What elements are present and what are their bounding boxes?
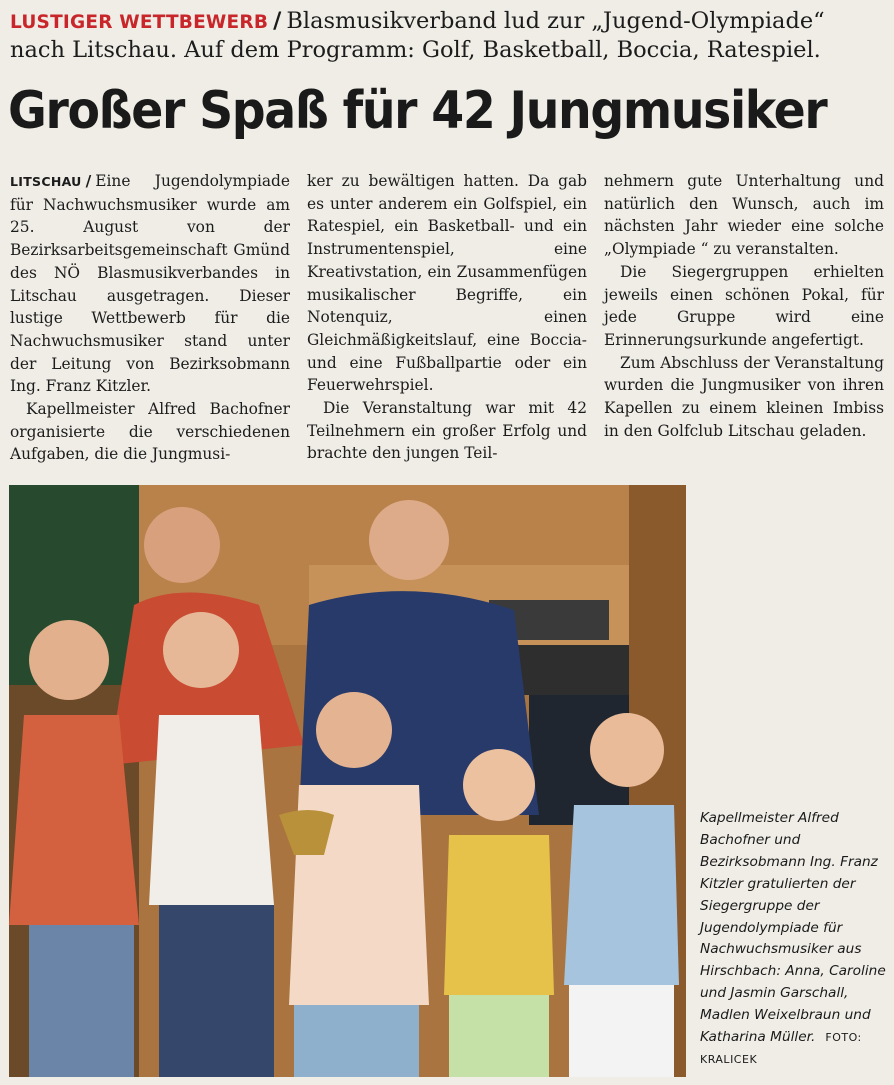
photo-credit: FOTO: KRALICEK [700,1031,862,1066]
kicker-tag: LUSTIGER WETTBEWERB [10,12,269,33]
kicker-line2: nach Litschau. Auf dem Programm: Golf, Basketball, Boccia, Ratespiel. [10,37,821,63]
col2-paragraph-1: ker zu bewältigen hatten. Da gab es unter anderem ein Golfspiel, ein Ratespiel, ein Basketball- und ein Instrumentenspiel, eine Kreativstation, ein Zusammenfügen musikalischer Begriffe, ein Notenquiz, einen Gleichmäßigkeitslauf, eine Boccia- und eine Fußballpartie oder ein Feuerwehrspiel. [307,172,587,395]
group-photo-illustration [9,485,686,1077]
kicker [10,8,890,64]
photo-caption [700,808,886,1071]
headline: Großer Spaß für 42 Jungmusiker [8,81,827,141]
col2-paragraph-2: Die Veranstaltung war mit 42 Teilnehmern ein großer Erfolg und brachte den jungen Teil- [307,399,587,463]
kicker-separator: / [273,8,282,34]
col3-paragraph-3: Zum Abschluss der Veranstaltung wurden die Jungmusiker von ihren Kapellen zu einem kleinen Imbiss in den Golfclub Litschau geladen. [604,353,884,440]
col1-paragraph-2: Kapellmeister Alfred Bachofner organisierte die verschiedenen Aufgaben, die die Jungmusi- [10,400,290,464]
article-column-1 [10,170,290,466]
article-body [10,170,888,466]
group-photo [9,485,686,1077]
dateline-separator: / [85,172,92,190]
col3-paragraph-1: nehmern gute Unterhaltung und natürlich den Wunsch, auch im nächsten Jahr wieder eine solche „Olympiade “ zu veranstalten. [604,172,884,259]
col1-paragraph-1: Eine Jugendolympiade für Nachwuchsmusiker wurde am 25. August von der Bezirksarbeitsgemeinschaft Gmünd des NÖ Blasmusikverbandes in Litschau ausgetragen. Dieser lustige Wettbewerb für die Nachwuchsmusiker stand unter der Leitung von Bezirksobmann Ing. Franz Kitzler. [10,172,290,396]
dateline: LITSCHAU [10,174,82,189]
col3-paragraph-2: Die Siegergruppen erhielten jeweils einen schönen Pokal, für jede Gruppe wird eine Erinnerungsurkunde angefertigt. [604,262,884,349]
kicker-line1: Blasmusikverband lud zur „Jugend-Olympiade“ [286,8,825,34]
article-column-3 [604,170,884,466]
article-column-2 [307,170,587,466]
photo-caption-text: Kapellmeister Alfred Bachofner und Bezirksobmann Ing. Franz Kitzler gratulierten der Siegergruppe der Jugendolympiade für Nachwuchsmusiker aus Hirschbach: Anna, Caroline und Jasmin Garschall, Madlen Weixelbraun und Katharina Müller. [700,810,886,1046]
